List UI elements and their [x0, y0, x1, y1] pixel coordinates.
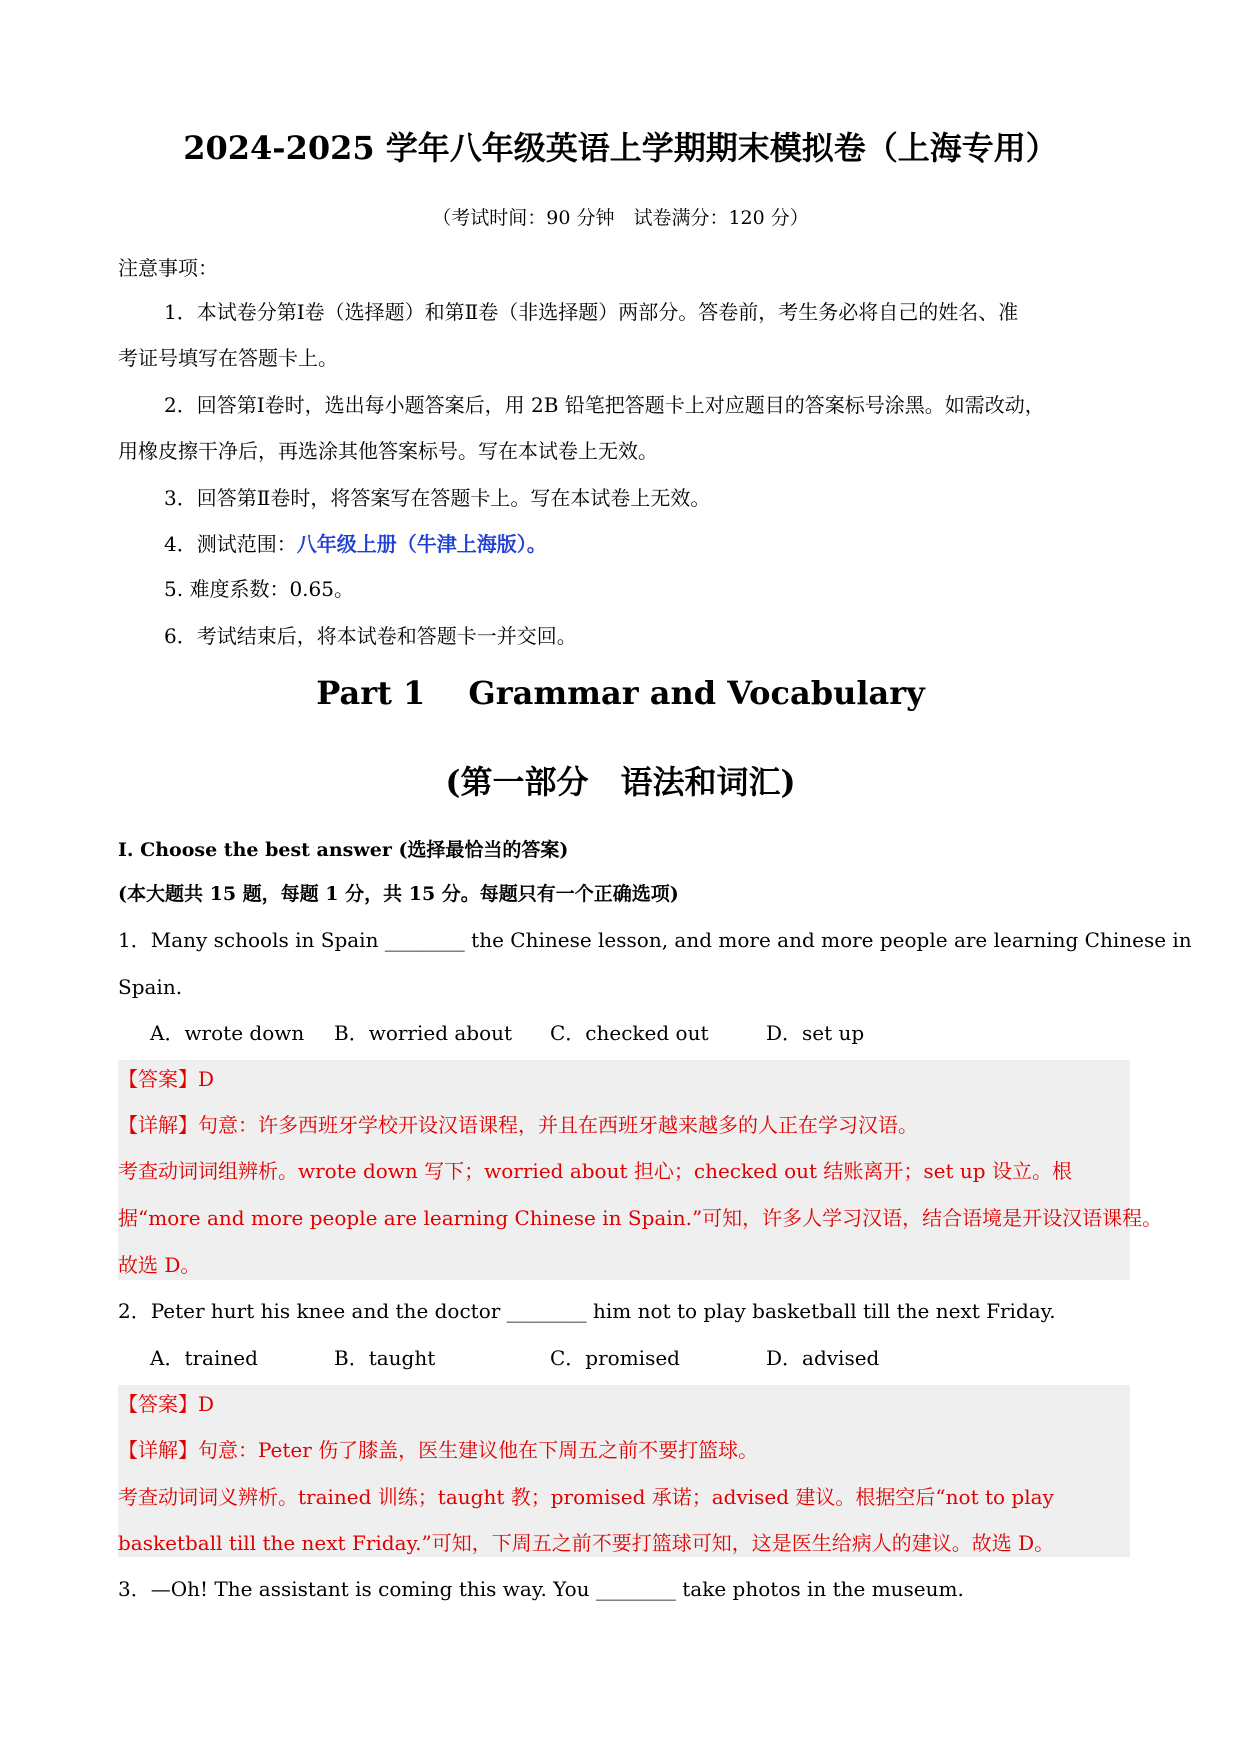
question-2-option-b: B．taught [334, 1346, 436, 1370]
question-2-option-d: D．advised [766, 1346, 880, 1370]
note-item-4-prefix: 4．测试范围： [164, 532, 297, 556]
question-2-answer: 【答案】D [118, 1392, 215, 1416]
question-3-line1: 3．—Oh! The assistant is coming this way. You ________ take photos in the museum. [118, 1577, 964, 1601]
notes-heading: 注意事项： [118, 256, 218, 280]
question-2-line1: 2．Peter hurt his knee and the doctor ________ him not to play basketball till the next Friday. [118, 1299, 1056, 1323]
note-item-5: 5. 难度系数：0.65。 [164, 577, 354, 601]
question-1-explanation-1: 【详解】句意：许多西班牙学校开设汉语课程，并且在西班牙越来越多的人正在学习汉语。 [118, 1113, 918, 1137]
question-1-explanation-4: 故选 D。 [118, 1253, 201, 1277]
exam-info: （考试时间：90 分钟 试卷满分：120 分） [432, 207, 809, 229]
section-heading: I. Choose the best answer (选择最恰当的答案) [118, 839, 569, 861]
question-2-option-c: C．promised [550, 1346, 680, 1370]
note-item-3: 3．回答第Ⅱ卷时，将答案写在答题卡上。写在本试卷上无效。 [164, 486, 711, 510]
note-item-4 [164, 530, 547, 558]
question-1-line1: 1．Many schools in Spain ________ the Chinese lesson, and more and more people are learning Chinese in [118, 928, 1192, 952]
note-item-1-line2: 考证号填写在答题卡上。 [118, 346, 338, 370]
test-scope: 八年级上册（牛津上海版）。 [296, 532, 547, 556]
question-2-explanation-3: basketball till the next Friday.”可知，下周五之前不要打篮球可知，这是医生给病人的建议。故选 D。 [118, 1531, 1055, 1555]
question-2-explanation-1: 【详解】句意：Peter 伤了膝盖，医生建议他在下周五之前不要打篮球。 [118, 1438, 759, 1462]
question-1-explanation-3: 据“more and more people are learning Chinese in Spain.”可知，许多人学习汉语，结合语境是开设汉语课程。 [118, 1206, 1163, 1230]
question-1-answer: 【答案】D [118, 1067, 215, 1091]
note-item-2-line2: 用橡皮擦干净后，再选涂其他答案标号。写在本试卷上无效。 [118, 439, 658, 463]
question-2-option-a: A．trained [150, 1346, 258, 1370]
question-1-line2: Spain. [118, 975, 183, 999]
section-instructions: (本大题共 15 题，每题 1 分，共 15 分。每题只有一个正确选项) [118, 883, 679, 905]
question-1-option-c: C．checked out [550, 1021, 709, 1045]
question-1-option-a: A．wrote down [150, 1021, 305, 1045]
exam-title: 2024-2025 学年八年级英语上学期期末模拟卷（上海专用） [183, 129, 1058, 167]
question-2-explanation-2: 考查动词词义辨析。trained 训练；taught 教；promised 承诺；advised 建议。根据空后“not to play [118, 1485, 1054, 1509]
part-title-en: Part 1 Grammar and Vocabulary [316, 674, 925, 712]
question-1-option-d: D．set up [766, 1021, 865, 1045]
question-1-option-b: B．worried about [334, 1021, 513, 1045]
note-item-2-line1: 2．回答第Ⅰ卷时，选出每小题答案后，用 2B 铅笔把答题卡上对应题目的答案标号涂黑。如需改动， [164, 393, 1045, 417]
note-item-6: 6．考试结束后，将本试卷和答题卡一并交回。 [164, 624, 577, 648]
part-title-cn: (第一部分 语法和词汇) [445, 763, 796, 801]
note-item-1-line1: 1．本试卷分第Ⅰ卷（选择题）和第Ⅱ卷（非选择题）两部分。答卷前，考生务必将自己的姓名、准 [164, 300, 1019, 324]
question-1-explanation-2: 考查动词词组辨析。wrote down 写下；worried about 担心；checked out 结账离开；set up 设立。根 [118, 1159, 1072, 1183]
